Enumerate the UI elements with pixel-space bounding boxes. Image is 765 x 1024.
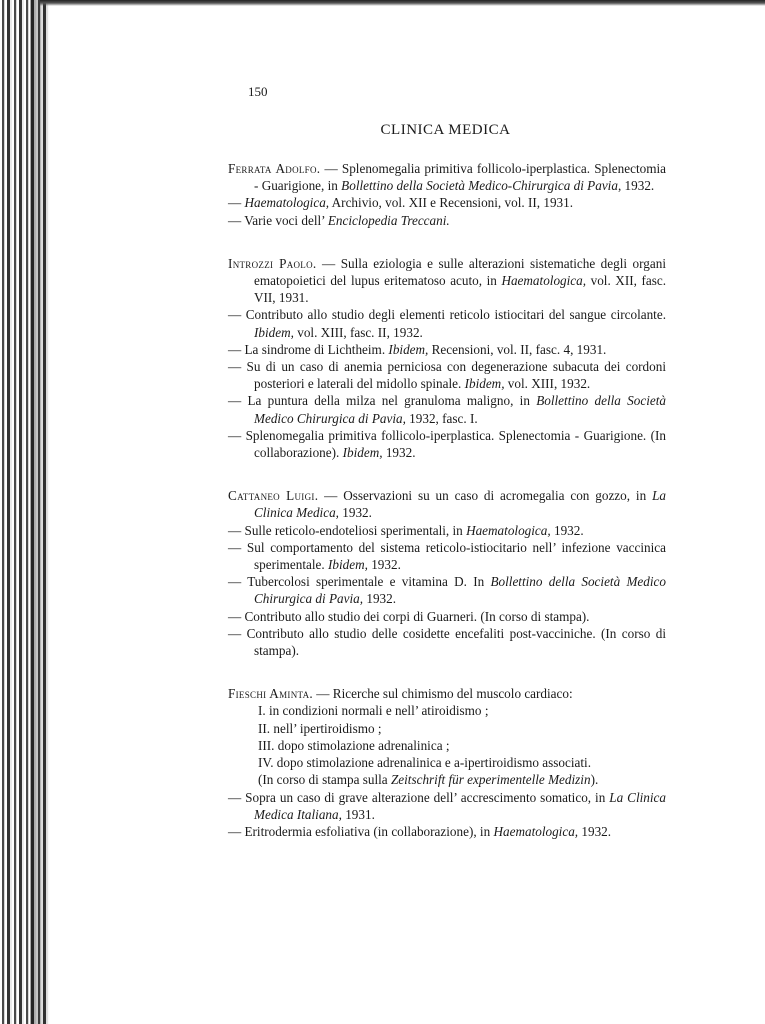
entry-text: ). [590, 772, 599, 788]
entry-text: III. dopo stimolazione adrenalinica ; [258, 737, 450, 753]
author-name: Fieschi Aminta. [228, 686, 313, 702]
sub-item [228, 737, 666, 754]
title-italic: Haematologica, [493, 823, 579, 839]
entry-text: II. nell’ ipertiroidismo ; [258, 720, 382, 736]
page-number: 150 [248, 84, 268, 99]
sub-item [228, 702, 666, 719]
entry-text: — Osservazioni su un caso di acromegalia con gozzo, in [318, 488, 653, 504]
entry-text: — La puntura della milza nel granuloma maligno, in [228, 393, 537, 409]
bibliography-entry [228, 212, 666, 229]
bibliography-entry [228, 823, 666, 840]
bibliography-entry-first [228, 255, 666, 307]
entry-text: — Su di un caso di anemia perniciosa con degenerazione subacuta dei cordoni posteriori e laterali del midollo spinale. [228, 359, 666, 392]
bibliography-entry [228, 194, 666, 211]
author-section [228, 487, 666, 659]
entry-text: — Sulla eziologia e sulle alterazioni sistematiche degli organi ematopoietici del lupus eritematoso acuto, in [254, 255, 667, 289]
entry-text: vol. XIII, fasc. II, 1932. [293, 324, 423, 340]
bibliography-entry [228, 789, 666, 823]
title-italic: Ibidem, [388, 341, 429, 357]
entry-text: — Varie voci dell’ [228, 212, 328, 228]
entry-text: I. in condizioni normali e nell’ atiroidismo ; [258, 703, 489, 719]
sub-item [228, 771, 666, 788]
bibliography-entry [228, 625, 666, 659]
title-italic: Enciclopedia Treccani. [327, 212, 450, 228]
entry-text: (In corso di stampa sulla [258, 772, 391, 788]
title-italic: Haematologica, [244, 195, 330, 211]
author-name: Cattaneo Luigi. [228, 488, 319, 504]
entry-text: — Eritrodermia esfoliativa (in collaborazione), in [228, 823, 494, 839]
bibliography-entry [228, 522, 666, 539]
entry-text: — Splenomegalia primitiva follicolo-iperplastica. Splenectomia - Guarigione. (In collaborazione). [228, 427, 666, 461]
title-italic: Zeitschrift für experimentelle Medizin [390, 772, 591, 788]
entry-text: 1932, fasc. I. [405, 410, 478, 426]
author-name: Introzzi Paolo. [228, 255, 317, 271]
bibliography-entry [228, 539, 666, 573]
entry-text: — Ricerche sul chimismo del muscolo cardiaco: [313, 686, 573, 702]
title-italic: La Clinica Medica Italiana, [254, 789, 666, 822]
entry-text: — Splenomegalia primitiva follicolo-iperplastica. Splenectomia - Guarigione, in [254, 161, 666, 194]
bibliography-entry [228, 427, 666, 461]
entry-text: — Contributo allo studio dei corpi di Guarneri. (In corso di stampa). [228, 608, 590, 624]
author-section [228, 685, 666, 840]
entry-text: — Contributo allo studio degli elementi reticolo istiocitari del sangue circolante. [228, 307, 666, 323]
entry-text: 1932. [578, 823, 612, 839]
bibliography-entry-first [228, 685, 666, 702]
title-italic: Haematologica, [501, 273, 587, 289]
author-section [228, 160, 666, 229]
title-italic: Bollettino della Società Medico Chirurgica di Pavia, [254, 574, 666, 607]
title-italic: Ibidem, [327, 557, 368, 573]
entry-text: 1932. [338, 505, 372, 521]
author-name: Ferrata Adolfo. [228, 161, 321, 176]
bibliography-entry-first [228, 160, 666, 194]
entry-text: 1932. [550, 522, 584, 538]
entry-text: 1932. [382, 445, 416, 461]
entry-text: vol. XII, fasc. VII, 1931. [254, 273, 666, 306]
title-italic: Ibidem, [342, 445, 383, 461]
entry-text: — Sulle reticolo-endoteliosi sperimentali, in [228, 522, 467, 538]
sub-item [228, 720, 666, 737]
bibliography-entry-first [228, 487, 666, 521]
title-italic: Bollettino della Società Medico Chirurgica di Pavia, [254, 393, 666, 426]
bibliography-entry [228, 392, 666, 426]
entry-text: vol. XIII, 1932. [504, 376, 591, 392]
sub-item [228, 754, 666, 771]
bibliography-entry [228, 358, 666, 392]
entry-text: — La sindrome di Lichtheim. [228, 341, 389, 357]
bibliography-entry [228, 573, 666, 607]
entry-text: — Tubercolosi sperimentale e vitamina D. In [228, 574, 491, 590]
bibliography-entry [228, 341, 666, 358]
running-head: CLINICA MEDICA [380, 122, 511, 138]
entry-text: 1932. [363, 591, 397, 607]
entry-text: — Sopra un caso di grave alterazione dell’ accrescimento somatico, in [228, 789, 610, 805]
entry-text: — [228, 195, 245, 211]
bibliography-entry [228, 608, 666, 625]
binding-shadow [30, 0, 50, 1024]
author-section [228, 255, 666, 461]
entry-text: Recensioni, vol. II, fasc. 4, 1931. [428, 341, 607, 357]
entry-text: IV. dopo stimolazione adrenalinica e a-ipertiroidismo associati. [258, 755, 592, 771]
entry-text: Archivio, vol. XII e Recensioni, vol. II, 1931. [329, 195, 574, 211]
title-italic: Bollettino della Società Medico-Chirurgica di Pavia [341, 178, 618, 194]
entry-text: — Contributo allo studio delle cosidette encefaliti post-vacciniche. (In corso di stampa). [228, 625, 666, 659]
entry-text: , 1932. [617, 178, 655, 194]
bibliography-entry [228, 306, 666, 340]
title-italic: Ibidem, [254, 324, 294, 340]
entry-text: — Sul comportamento del sistema reticolo-istiocitario nell’ infezione vaccinica sperimentale. [228, 539, 666, 573]
title-italic: Haematologica, [466, 522, 551, 538]
page-top-edge [40, 0, 765, 6]
title-italic: Ibidem, [464, 376, 505, 392]
bibliography-list [228, 160, 666, 866]
title-italic: La Clinica Medica, [254, 488, 666, 521]
entry-text: 1931. [341, 806, 375, 822]
entry-text: 1932. [367, 557, 401, 573]
